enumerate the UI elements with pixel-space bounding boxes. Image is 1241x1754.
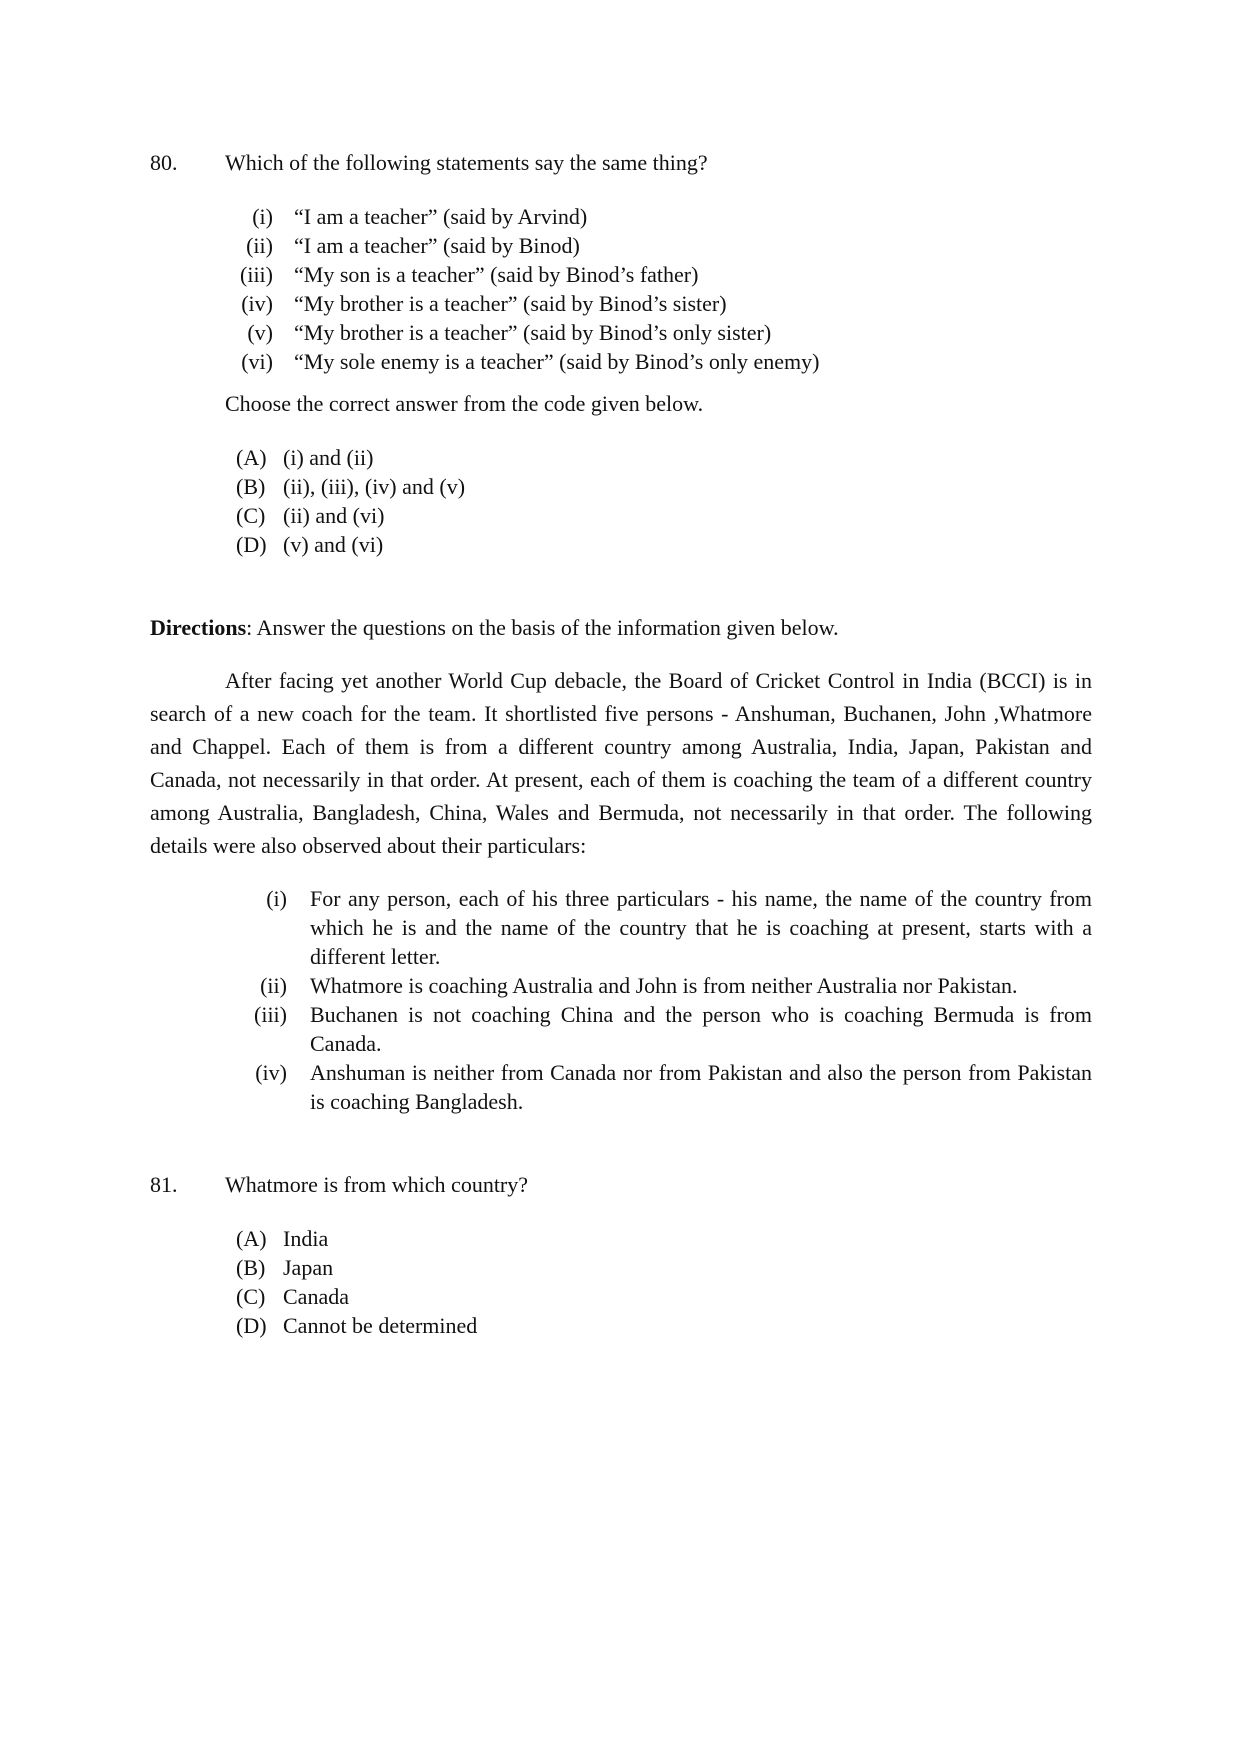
answer-option bbox=[236, 472, 1092, 501]
statement-text: “My brother is a teacher” (said by Binod’s sister) bbox=[294, 291, 727, 316]
statement-text: “My son is a teacher” (said by Binod’s father) bbox=[294, 262, 699, 287]
passage-paragraph: After facing yet another World Cup debacle, the Board of Cricket Control in India (BCCI) is in search of a new coach for the team. It shortlisted five persons - Anshuman, Buchanen, John ,Whatmore and Chappel. Each of them is from a different country among Australia, India, Japan, Pakistan and Canada, not necessarily in that order. At present, each of them is coaching the team of a different country among Australia, Bangladesh, China, Wales and Bermuda, not necessarily in that order. The following details were also observed about their particulars: bbox=[150, 668, 1092, 858]
option-label: (B) bbox=[236, 474, 266, 499]
statement-label: (i) bbox=[252, 204, 273, 229]
answer-options bbox=[236, 1224, 1092, 1340]
question-81 bbox=[150, 1170, 1092, 1340]
statement-label: (vi) bbox=[241, 349, 273, 374]
condition-item bbox=[225, 1000, 1092, 1058]
statement-item bbox=[225, 347, 1092, 376]
condition-label: (ii) bbox=[260, 973, 287, 998]
option-label: (C) bbox=[236, 1284, 266, 1309]
statement-item bbox=[225, 231, 1092, 260]
condition-text: Whatmore is coaching Australia and John is from neither Australia nor Pakistan. bbox=[310, 973, 1018, 998]
answer-option bbox=[236, 1253, 1092, 1282]
question-text: Which of the following statements say the same thing? bbox=[225, 150, 708, 175]
statement-list bbox=[225, 202, 1092, 376]
option-text: Canada bbox=[283, 1284, 349, 1309]
condition-text: For any person, each of his three particulars - his name, the name of the country from which he is and the name of the country that he is coaching at present, starts with a different letter. bbox=[310, 886, 1092, 969]
question-number: 81. bbox=[150, 1172, 178, 1197]
statement-label: (ii) bbox=[246, 233, 273, 258]
statement-text: “My sole enemy is a teacher” (said by Binod’s only enemy) bbox=[294, 349, 820, 374]
condition-label: (iii) bbox=[254, 1002, 287, 1027]
condition-text: Buchanen is not coaching China and the person who is coaching Bermuda is from Canada. bbox=[310, 1002, 1092, 1056]
condition-item bbox=[225, 971, 1092, 1000]
statement-item bbox=[225, 318, 1092, 347]
document-page bbox=[150, 148, 1092, 1340]
option-label: (A) bbox=[236, 1226, 267, 1251]
directions bbox=[150, 613, 1092, 642]
statement-text: “I am a teacher” (said by Binod) bbox=[294, 233, 580, 258]
directions-text: : Answer the questions on the basis of the information given below. bbox=[246, 615, 839, 640]
directions-label: Directions bbox=[150, 615, 247, 640]
question-text: Whatmore is from which country? bbox=[225, 1172, 529, 1197]
question-header bbox=[150, 148, 1092, 177]
answer-options bbox=[236, 443, 1092, 559]
option-label: (B) bbox=[236, 1255, 266, 1280]
option-label: (C) bbox=[236, 503, 266, 528]
option-text: (i) and (ii) bbox=[283, 445, 374, 470]
option-label: (D) bbox=[236, 532, 267, 557]
statement-label: (iii) bbox=[240, 262, 273, 287]
answer-option bbox=[236, 501, 1092, 530]
answer-option bbox=[236, 443, 1092, 472]
option-text: India bbox=[283, 1226, 329, 1251]
option-label: (D) bbox=[236, 1313, 267, 1338]
question-header bbox=[150, 1170, 1092, 1199]
option-text: (ii) and (vi) bbox=[283, 503, 385, 528]
condition-label: (iv) bbox=[255, 1060, 287, 1085]
condition-item bbox=[225, 1058, 1092, 1116]
answer-option bbox=[236, 530, 1092, 559]
condition-label: (i) bbox=[266, 886, 287, 911]
condition-item bbox=[225, 884, 1092, 971]
option-text: Japan bbox=[283, 1255, 334, 1280]
answer-option bbox=[236, 1311, 1092, 1340]
statement-text: “My brother is a teacher” (said by Binod’s only sister) bbox=[294, 320, 772, 345]
question-number: 80. bbox=[150, 150, 178, 175]
answer-option bbox=[236, 1224, 1092, 1253]
option-text: (v) and (vi) bbox=[283, 532, 384, 557]
statement-item bbox=[225, 289, 1092, 318]
statement-item bbox=[225, 260, 1092, 289]
option-label: (A) bbox=[236, 445, 267, 470]
statement-item bbox=[225, 202, 1092, 231]
statement-label: (v) bbox=[247, 320, 273, 345]
answer-option bbox=[236, 1282, 1092, 1311]
statement-label: (iv) bbox=[241, 291, 273, 316]
condition-list bbox=[225, 884, 1092, 1116]
question-80 bbox=[150, 148, 1092, 559]
instruction-text: Choose the correct answer from the code given below. bbox=[225, 391, 704, 416]
option-text: Cannot be determined bbox=[283, 1313, 478, 1338]
option-text: (ii), (iii), (iv) and (v) bbox=[283, 474, 466, 499]
statement-text: “I am a teacher” (said by Arvind) bbox=[294, 204, 588, 229]
condition-text: Anshuman is neither from Canada nor from Pakistan and also the person from Pakistan is coaching Bangladesh. bbox=[310, 1060, 1092, 1114]
